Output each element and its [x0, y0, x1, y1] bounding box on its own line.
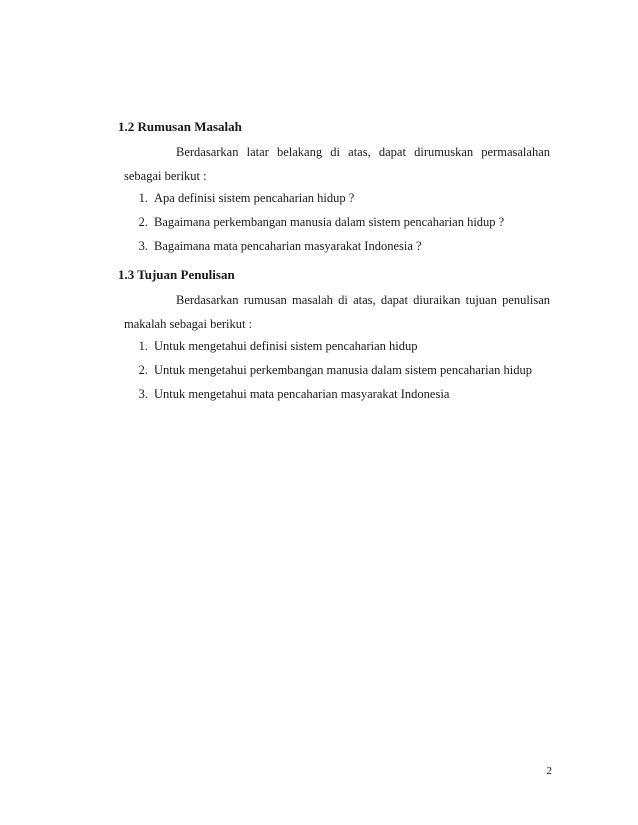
list-item [118, 361, 550, 379]
list-item-text: Untuk mengetahui perkembangan manusia dalam sistem pencaharian hidup [154, 363, 533, 377]
page-number: 2 [546, 765, 552, 777]
paragraph-line: sebagai berikut : [124, 169, 207, 183]
list-item [118, 337, 550, 355]
list-item-text: Untuk mengetahui definisi sistem pencaharian hidup [154, 339, 418, 353]
section-heading: 1.3 Tujuan Penulisan [118, 267, 235, 282]
section-rumusan-masalah [118, 117, 550, 261]
section-heading: 1.2 Rumusan Masalah [118, 119, 242, 134]
list-item [118, 385, 550, 403]
list-item [118, 237, 550, 255]
list-item-text: Untuk mengetahui mata pencaharian masyarakat Indonesia [154, 387, 450, 401]
paragraph-line: makalah sebagai berikut : [124, 317, 253, 331]
list-item-text: Bagaimana perkembangan manusia dalam sistem pencaharian hidup ? [154, 215, 505, 229]
list-item-number: 3. [138, 387, 148, 401]
list-item [118, 213, 550, 231]
list-item [118, 189, 550, 207]
list-item-number: 3. [138, 239, 148, 253]
numbered-list [118, 189, 550, 255]
list-item-text: Apa definisi sistem pencaharian hidup ? [154, 191, 355, 205]
list-item-number: 2. [138, 363, 148, 377]
list-item-number: 2. [138, 215, 148, 229]
list-item-number: 1. [138, 191, 148, 205]
paragraph-line: Berdasarkan latar belakang di atas, dapat dirumuskan permasalahan [176, 145, 550, 159]
numbered-list [118, 337, 550, 403]
section-tujuan-penulisan [118, 265, 550, 409]
list-item-number: 1. [138, 339, 148, 353]
paragraph-line: Berdasarkan rumusan masalah di atas, dapat diuraikan tujuan penulisan [176, 293, 550, 307]
list-item-text: Bagaimana mata pencaharian masyarakat Indonesia ? [154, 239, 422, 253]
